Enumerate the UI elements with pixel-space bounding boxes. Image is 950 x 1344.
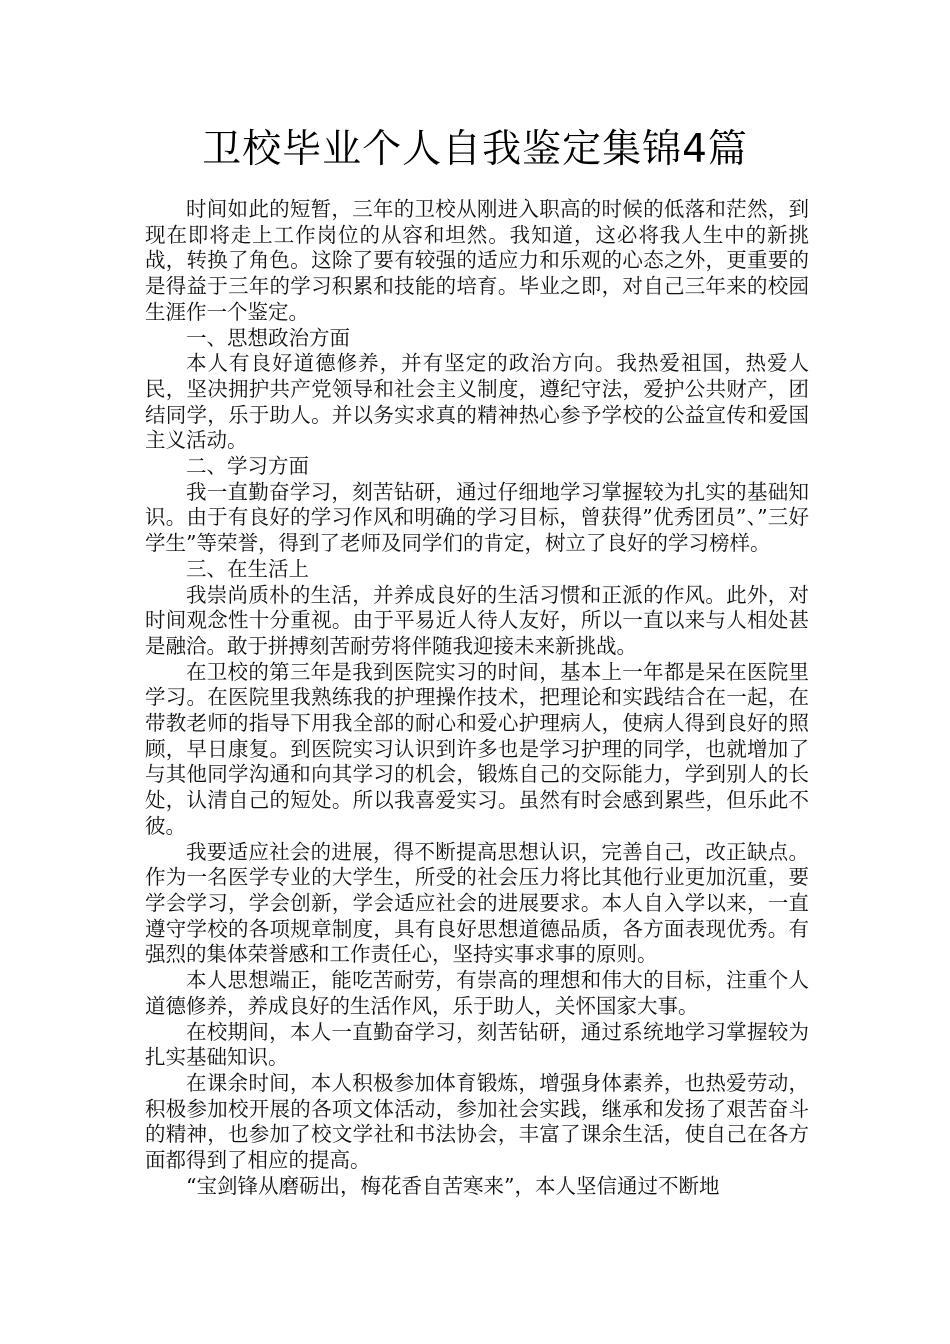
paragraph-life: 我崇尚质朴的生活，并养成良好的生活习惯和正派的作风。此外，对时间观念性十分重视。由于平易近人待人友好，所以一直以来与人相处甚是融洽。敢于拼搏刻苦耐劳将伴随我迎接未来新挑战。 (145, 582, 809, 658)
section-heading-study: 二、学习方面 (186, 454, 309, 479)
paragraph-quote: “宝剑锋从磨砺出，梅花香自苦寒来”，本人坚信通过不断地 (186, 1173, 720, 1198)
paragraph-character: 本人思想端正，能吃苦耐劳，有崇高的理想和伟大的目标，注重个人道德修养，养成良好的生活作风，乐于助人，关怀国家大事。 (145, 968, 809, 1018)
paragraph-extracurricular: 在课余时间，本人积极参加体育锻炼，增强身体素养，也热爱劳动，积极参加校开展的各项文体活动，参加社会实践，继承和发扬了艰苦奋斗的精神，也参加了校文学社和书法协会，丰富了课余生活，使自己在各方面都得到了相应的提高。 (145, 1070, 809, 1173)
section-heading-life: 三、在生活上 (186, 556, 309, 581)
document-title: 卫校毕业个人自我鉴定集锦4篇 (202, 127, 748, 172)
paragraph-adapt: 我要适应社会的进展，得不断提高思想认识，完善自己，改正缺点。作为一名医学专业的大学生，所受的社会压力将比其他行业更加沉重，要学会学习，学会创新，学会适应社会的进展要求。本人自入学以来，一直遵守学校的各项规章制度，具有良好思想道德品质，各方面表现优秀。有强烈的集体荣誉感和工作责任心，坚持实事求事的原则。 (145, 839, 809, 967)
paragraph-school-study: 在校期间，本人一直勤奋学习，刻苦钻研，通过系统地学习掌握较为扎实基础知识。 (145, 1019, 809, 1070)
section-heading-ideology: 一、思想政治方面 (186, 325, 350, 350)
paragraph-ideology: 本人有良好道德修养，并有坚定的政治方向。我热爱祖国，热爱人民，坚决拥护共产党领导和社会主义制度，遵纪守法，爱护公共财产，团结同学，乐于助人。并以务实求真的精神热心参予学校的公益宣传和爱国主义活动。 (145, 351, 809, 453)
paragraph-intro: 时间如此的短暂，三年的卫校从刚进入职高的时候的低落和茫然，到现在即将走上工作岗位的从容和坦然。我知道，这必将我人生中的新挑战，转换了角色。这除了要有较强的适应力和乐观的心态之外，更重要的是得益于三年的学习积累和技能的培育。毕业之即，对自己三年来的校园生涯作一个鉴定。 (145, 197, 809, 324)
paragraph-study: 我一直勤奋学习，刻苦钻研，通过仔细地学习掌握较为扎实的基础知识。由于有良好的学习作风和明确的学习目标，曾获得”优秀团员”、”三好学生”等荣誉，得到了老师及同学们的肯定，树立了良好的学习榜样。 (145, 479, 809, 556)
document-body (145, 197, 809, 1199)
paragraph-internship: 在卫校的第三年是我到医院实习的时间，基本上一年都是呆在医院里学习。在医院里我熟练我的护理操作技术，把理论和实践结合在一起，在带教老师的指导下用我全部的耐心和爱心护理病人，使病人得到良好的照顾，早日康复。到医院实习认识到许多也是学习护理的同学，也就增加了与其他同学沟通和向其学习的机会，锻炼自己的交际能力，学到别人的长处，认清自己的短处。所以我喜爱实习。虽然有时会感到累些，但乐此不彼。 (145, 659, 809, 838)
